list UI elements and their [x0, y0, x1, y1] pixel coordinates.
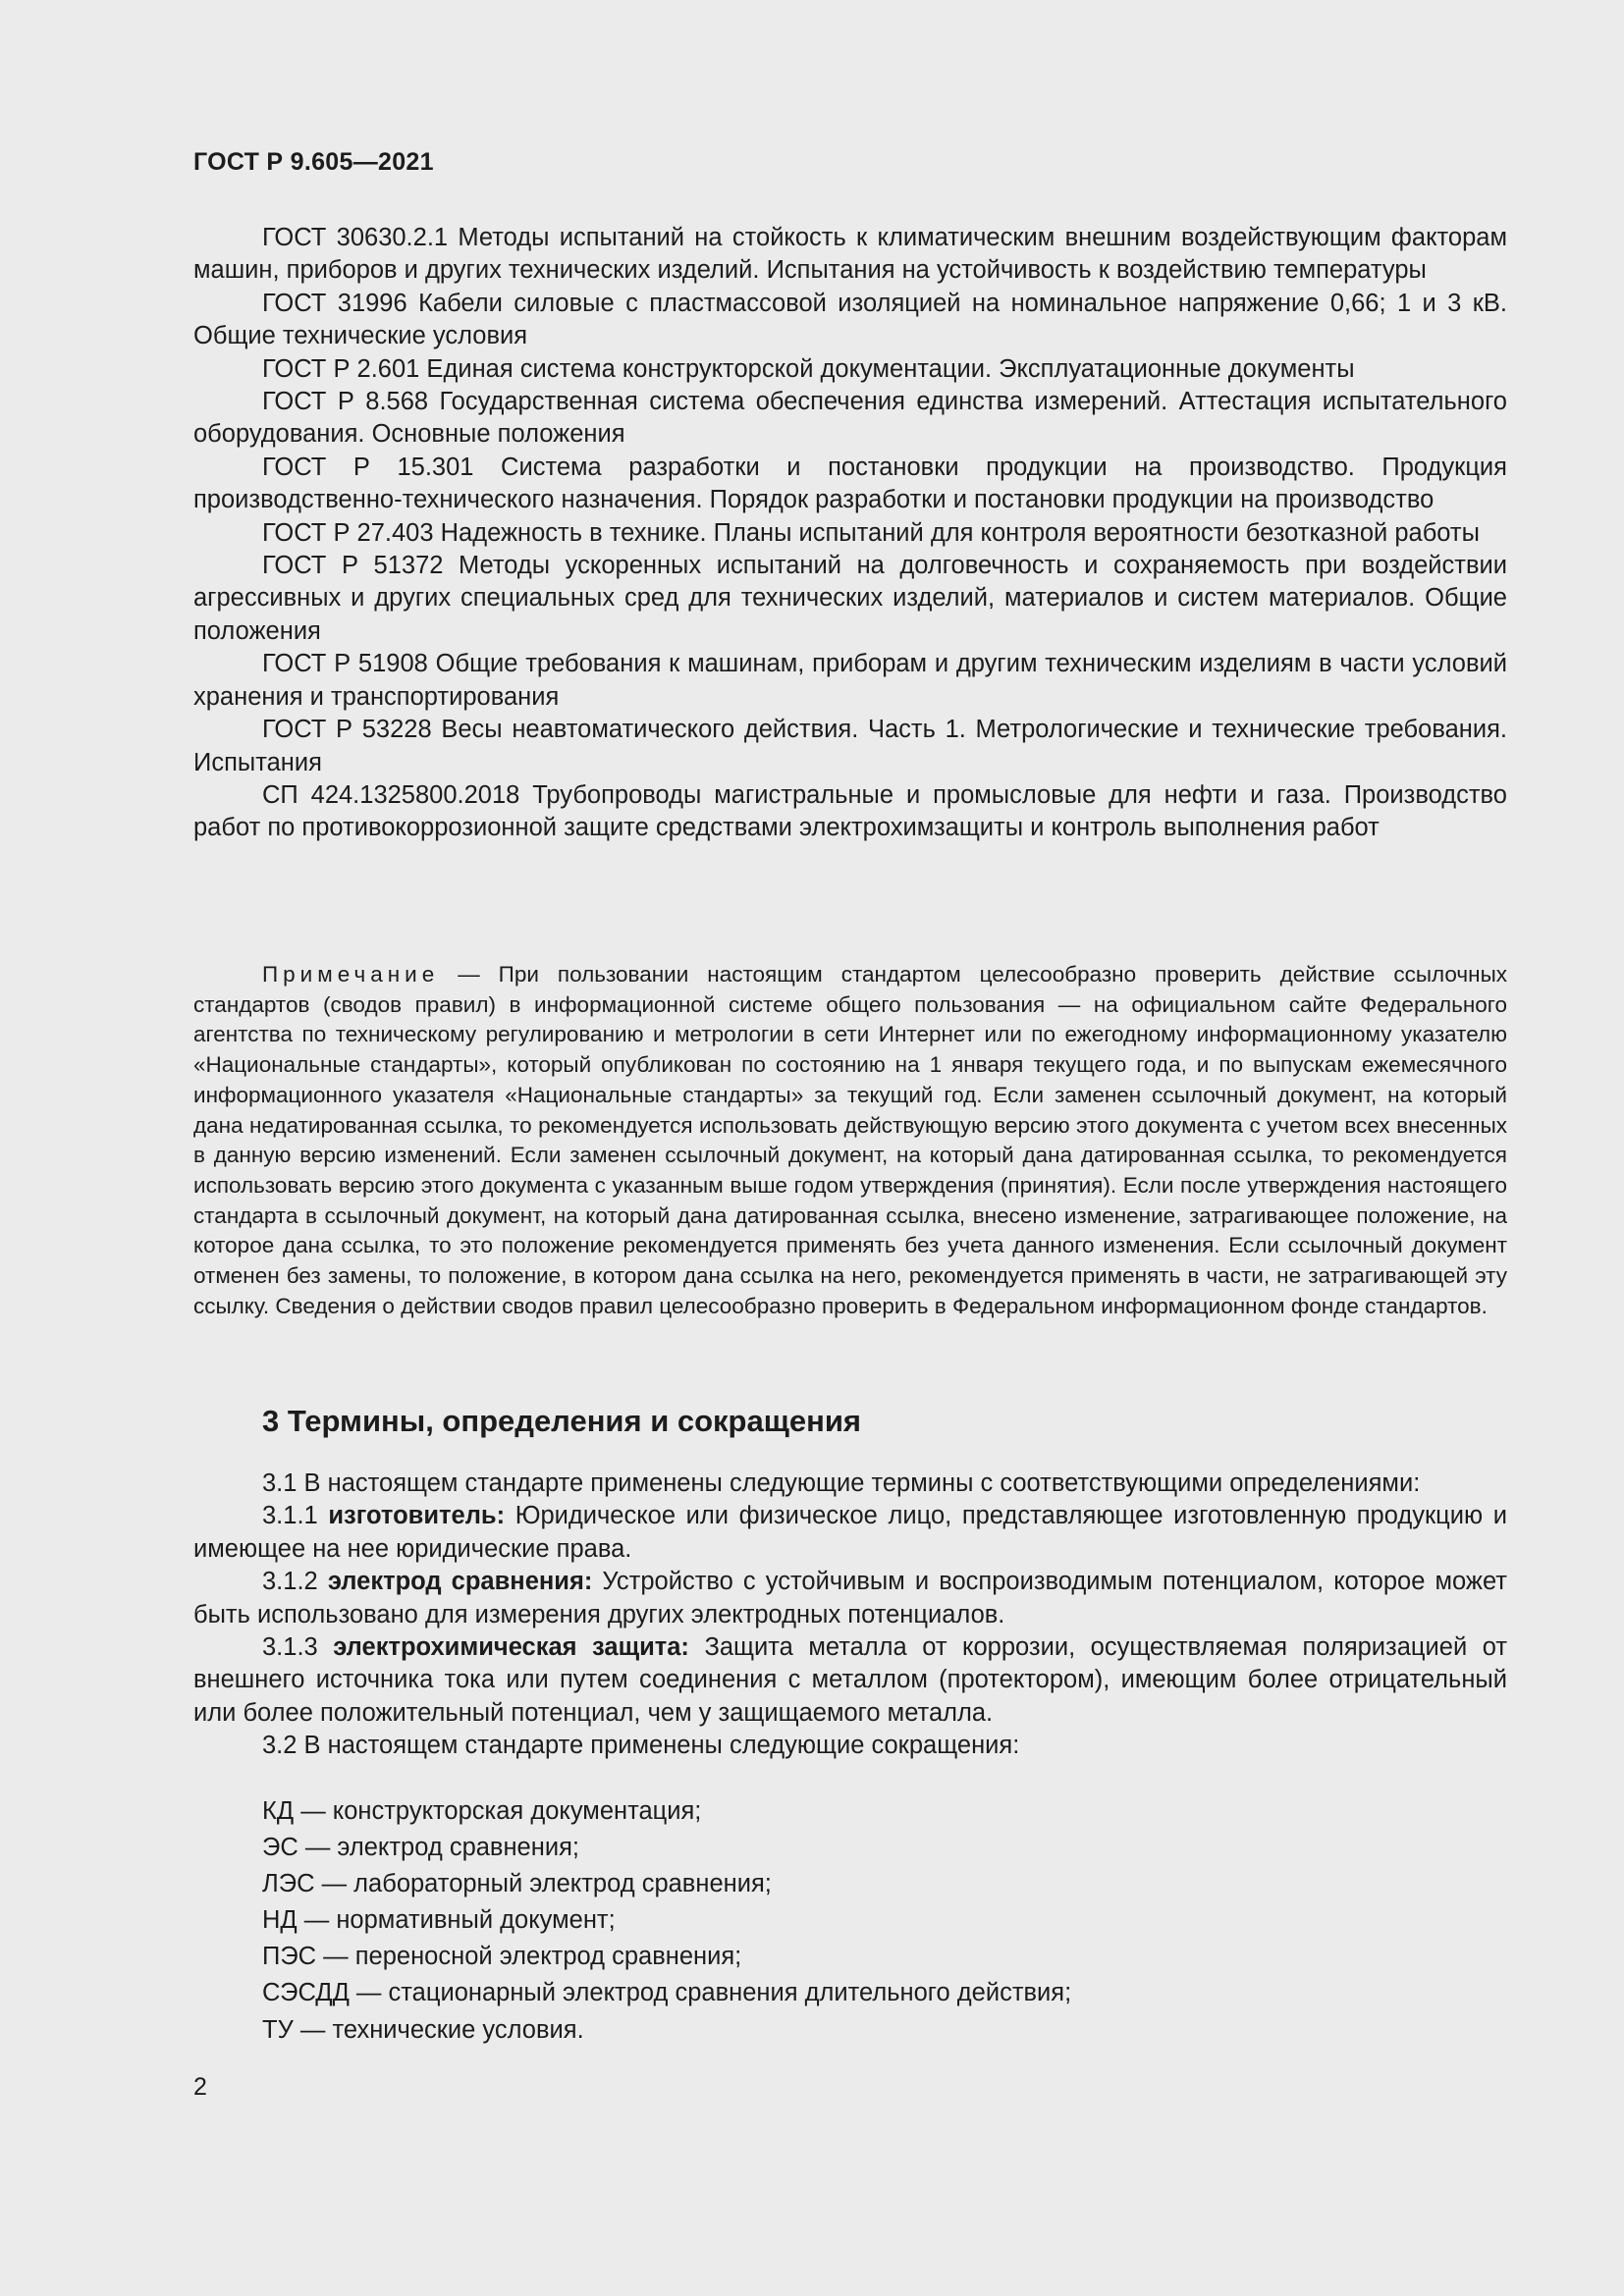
reference-item: ГОСТ Р 27.403 Надежность в технике. Планы испытаний для контроля вероятности безотказной работы [262, 518, 1480, 547]
term-definition [193, 1500, 1507, 1566]
abbreviation-item: ТУ — технические условия. [262, 2015, 584, 2044]
abbreviation-item: НД — нормативный документ; [262, 1906, 616, 1935]
section-body [193, 1468, 1507, 1763]
note-block [193, 960, 1507, 1321]
abbreviation-item: СЭСДД — стационарный электрод сравнения длительного действия; [262, 1979, 1072, 2007]
abbreviation-item: ЭС — электрод сравнения; [262, 1834, 579, 1862]
reference-item: ГОСТ Р 15.301 Система разработки и постановки продукции на производство. Продукция производственно-технического назначения. Порядок разработки и постановки продукции на производство [193, 453, 1507, 514]
reference-item: ГОСТ Р 53228 Весы неавтоматического действия. Часть 1. Метрологические и технические требования. Испытания [193, 716, 1507, 776]
term-number: 3.1.3 [262, 1633, 318, 1662]
note-paragraph [193, 960, 1507, 1321]
abbreviations-list [262, 1793, 1071, 2049]
page-number: 2 [193, 2073, 207, 2101]
term-number: 3.1.2 [262, 1568, 318, 1596]
term-number: 3.1.1 [262, 1502, 318, 1530]
normative-references [193, 222, 1507, 845]
section-title: 3 Термины, определения и сокращения [262, 1404, 861, 1438]
term-name: электрод сравнения: [327, 1568, 593, 1596]
reference-item: ГОСТ Р 8.568 Государственная система обеспечения единства измерений. Аттестация испытательного оборудования. Основные положения [193, 388, 1507, 449]
abbreviations-intro: 3.2 В настоящем стандарте применены следующие сокращения: [262, 1732, 1020, 1760]
note-text: — При пользовании настоящим стандартом целесообразно проверить действие ссылочных стандартов (сводов правил) в информационной системе общего пользования — на официальном сайте Федерального агентства по техническому регулированию и метрологии в сети Интернет или по ежегодному информационному указателю «Национальные стандарты», который опубликован по состоянию на 1 января текущего года, и по выпускам ежемесячного информационного указателя «Национальные стандарты» за текущий год. Если заменен ссылочный документ, на который дана недатированная ссылка, то рекомендуется использовать действующую версию этого документа с учетом всех внесенных в данную версию изменений. Если заменен ссылочный документ, на который дана датированная ссылка, то рекомендуется использовать версию этого документа с указанным выше годом утверждения (принятия). Если после утверждения настоящего стандарта в ссылочный документ, на который дана датированная ссылка, внесено изменение, затрагивающее положение, на которое дана ссылка, то это положение рекомендуется применять без учета данного изменения. Если ссылочный документ отменен без замены, то положение, в котором дана ссылка на него, рекомендуется применять в части, не затрагивающей эту ссылку. Сведения о действии сводов правил целесообразно проверить в Федеральном информационном фонде стандартов. [193, 962, 1507, 1318]
term-name: изготовитель: [328, 1502, 506, 1530]
reference-item: ГОСТ Р 2.601 Единая система конструкторской документации. Эксплуатационные документы [262, 354, 1355, 383]
abbreviation-item: ПЭС — переносной электрод сравнения; [262, 1943, 742, 1971]
term-text: Юридическое или физическое лицо, представляющее изготовленную продукцию и имеющее на нее юридические права. [193, 1502, 1507, 1563]
term-definition [193, 1566, 1507, 1631]
reference-item: ГОСТ 30630.2.1 Методы испытаний на стойкость к климатическим внешним воздействующим факторам машин, приборов и других технических изделий. Испытания на устойчивость к воздействию температуры [193, 224, 1507, 285]
terms-intro: 3.1 В настоящем стандарте применены следующие термины с соответствующими определениями: [262, 1469, 1421, 1497]
reference-item: СП 424.1325800.2018 Трубопроводы магистральные и промысловые для нефти и газа. Производство работ по противокоррозионной защите средствами электрохимзащиты и контроль выполнения работ [193, 780, 1507, 842]
document-header: ГОСТ Р 9.605—2021 [193, 148, 434, 176]
term-name: электрохимическая защита: [333, 1633, 689, 1662]
term-text: Устройство с устойчивым и воспроизводимым потенциалом, которое может быть использовано для измерения других электродных потенциалов. [193, 1568, 1507, 1629]
note-label: Примечание [262, 962, 440, 987]
abbreviation-item: КД — конструкторская документация; [262, 1797, 702, 1825]
term-definition [193, 1631, 1507, 1730]
reference-item: ГОСТ Р 51372 Методы ускоренных испытаний на долговечность и сохраняемость при воздействии агрессивных и других специальных сред для технических изделий, материалов и систем материалов. Общие положения [193, 552, 1507, 645]
abbreviation-item: ЛЭС — лабораторный электрод сравнения; [262, 1870, 772, 1898]
term-text: Защита металла от коррозии, осуществляемая поляризацией от внешнего источника тока или путем соединения с металлом (протектором), имеющим более отрицательный или более положительный потенциал, чем у защищаемого металла. [193, 1633, 1508, 1727]
reference-item: ГОСТ 31996 Кабели силовые с пластмассовой изоляцией на номинальное напряжение 0,66; 1 и 3 кВ. Общие технические условия [193, 289, 1507, 350]
reference-item: ГОСТ Р 51908 Общие требования к машинам, приборам и другим техническим изделиям в части условий хранения и транспортирования [193, 650, 1507, 711]
